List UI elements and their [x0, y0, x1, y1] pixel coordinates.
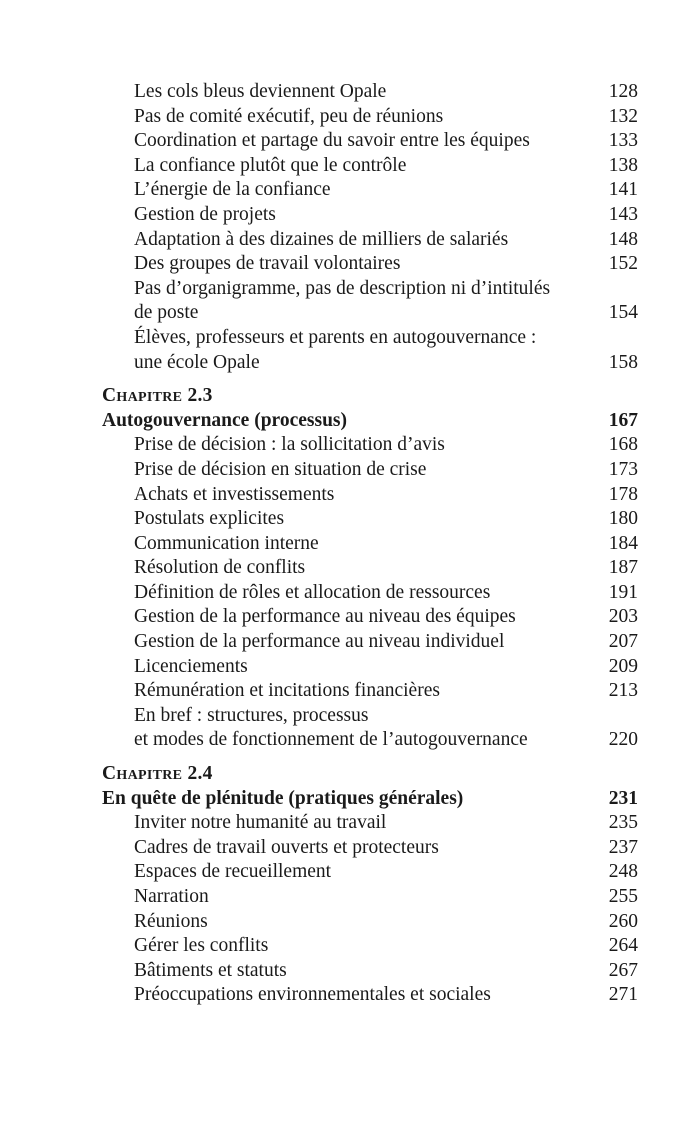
toc-entry-title: Bâtiments et statuts: [134, 959, 287, 981]
chapter-heading: [102, 787, 638, 812]
toc-entry: [102, 605, 638, 630]
toc-entry-page-number: 141: [608, 179, 638, 201]
toc-entry-title: Rémunération et incitations financières: [134, 680, 440, 702]
chapter-heading-page-number: 231: [608, 787, 638, 809]
toc-entry-page-number: 152: [608, 253, 638, 275]
toc-entry: [102, 581, 638, 606]
toc-entry: [102, 80, 638, 105]
toc-entry: [102, 178, 638, 203]
toc-entry-title: Pas de comité exécutif, peu de réunions: [134, 105, 444, 127]
toc-entry-page-number: 132: [608, 105, 638, 127]
toc-entry-title: Des groupes de travail volontaires: [134, 253, 401, 275]
toc-entry-title: Narration: [134, 886, 209, 907]
chapter-heading-page-number: 167: [608, 409, 638, 431]
toc-entry-page-number: 267: [608, 959, 638, 981]
toc-entry-title: Gestion de la performance au niveau individuel: [134, 631, 505, 653]
toc-entry-title: Prise de décision : la sollicitation d’avis: [134, 434, 445, 456]
section-spacer: [102, 375, 638, 384]
toc-entry-page-number: 264: [608, 935, 638, 957]
toc-entry-title: Gérer les conflits: [134, 935, 269, 957]
toc-entry-page-number: 158: [608, 351, 638, 373]
toc-entry: [102, 351, 638, 376]
toc-entry-title: Coordination et partage du savoir entre les équipes: [134, 130, 530, 152]
toc-entry-title: Communication interne: [134, 532, 319, 554]
toc-entry-page-number: 184: [608, 532, 638, 554]
toc-entry-page-number: 235: [608, 812, 638, 834]
toc-entry: [102, 679, 638, 704]
toc-entry: [102, 655, 638, 680]
toc-entry: [102, 203, 638, 228]
toc-entry-title: Gestion de projets: [134, 203, 276, 225]
toc-entry-title: L’énergie de la confiance: [134, 179, 331, 201]
chapter-label: [102, 384, 638, 409]
toc-entry: [102, 934, 638, 959]
toc-entry-title: Gestion de la performance au niveau des équipes: [134, 606, 516, 628]
toc-entry-title: En bref : structures, processus: [134, 704, 369, 726]
toc-entry: [102, 910, 638, 935]
toc-entry: [102, 811, 638, 836]
toc-entry-page-number: 178: [608, 483, 638, 505]
toc-entry-title: Définition de rôles et allocation de ressources: [134, 581, 491, 603]
toc-entry: [102, 301, 638, 326]
toc-entry-page-number: 168: [608, 434, 638, 456]
toc-entry: [102, 556, 638, 581]
chapter-label: [102, 762, 638, 787]
toc-entry-title: Espaces de recueillement: [134, 861, 332, 883]
toc-entry-page-number: 187: [608, 557, 638, 579]
toc-entry-title: Élèves, professeurs et parents en autogouvernance :: [134, 326, 537, 348]
toc-entry-title: une école Opale: [134, 351, 260, 373]
toc-entry: [102, 129, 638, 154]
chapter-heading-title: En quête de plénitude (pratiques générales): [102, 787, 464, 809]
toc-entry: [102, 704, 638, 729]
toc-entry-title: Postulats explicites: [134, 508, 285, 530]
toc-entry: [102, 458, 638, 483]
toc-entry-page-number: 237: [608, 836, 638, 858]
toc-entry: [102, 885, 638, 910]
toc-entry: [102, 860, 638, 885]
toc-entry-title: Adaptation à des dizaines de milliers de salariés: [134, 228, 509, 250]
toc-entry: [102, 433, 638, 458]
chapter-heading: [102, 409, 638, 434]
toc-entry: [102, 154, 638, 179]
toc-entry-page-number: 203: [608, 606, 638, 628]
toc-entry-title: Préoccupations environnementales et sociales: [134, 984, 491, 1006]
toc-entry-title: Les cols bleus deviennent Opale: [134, 81, 387, 102]
toc-entry-page-number: 173: [608, 458, 638, 480]
toc-entry-page-number: 128: [608, 81, 638, 102]
toc-entry: [102, 959, 638, 984]
toc-entry: [102, 630, 638, 655]
toc-entry-title: Licenciements: [134, 655, 248, 677]
toc-entry: [102, 326, 638, 351]
toc-entry-page-number: 255: [608, 886, 638, 907]
toc-entry-title: La confiance plutôt que le contrôle: [134, 154, 407, 176]
toc-entry: [102, 983, 638, 1008]
toc-entry-title: Achats et investissements: [134, 483, 335, 505]
toc-entry: [102, 728, 638, 753]
toc-entry-page-number: 154: [608, 302, 638, 324]
toc-entry-title: Réunions: [134, 910, 208, 932]
toc-entry: [102, 532, 638, 557]
toc-entry-page-number: 133: [608, 130, 638, 152]
toc-entry-page-number: 180: [608, 508, 638, 530]
toc-entry-title: de poste: [134, 302, 199, 324]
toc-entry-page-number: 138: [608, 154, 638, 176]
toc-entry-title: et modes de fonctionnement de l’autogouvernance: [134, 729, 528, 751]
toc-entry: [102, 277, 638, 302]
toc-entry: [102, 228, 638, 253]
toc-entry-page-number: 207: [608, 631, 638, 653]
toc-entry-title: Prise de décision en situation de crise: [134, 458, 427, 480]
toc-entry-page-number: 209: [608, 655, 638, 677]
toc-entry: [102, 105, 638, 130]
toc-entry-page-number: 213: [608, 680, 638, 702]
toc-entry-page-number: 248: [608, 861, 638, 883]
toc-entry-page-number: 148: [608, 228, 638, 250]
toc-entry-title: Pas d’organigramme, pas de description ni d’intitulés: [134, 277, 551, 299]
chapter-label-title: Chapitre 2.3: [102, 385, 213, 407]
toc-entry-title: Cadres de travail ouverts et protecteurs: [134, 836, 439, 858]
chapter-heading-title: Autogouvernance (processus): [102, 409, 348, 431]
toc-entry: [102, 507, 638, 532]
toc-entry-page-number: 220: [608, 729, 638, 751]
toc-entry-page-number: 271: [608, 984, 638, 1006]
toc-entry-page-number: 143: [608, 203, 638, 225]
toc-entry: [102, 836, 638, 861]
chapter-label-title: Chapitre 2.4: [102, 763, 213, 785]
toc-entry-title: Résolution de conflits: [134, 557, 306, 579]
toc-entry-page-number: 191: [608, 581, 638, 603]
toc-entry: [102, 252, 638, 277]
toc-entry: [102, 483, 638, 508]
toc-entry-page-number: 260: [608, 910, 638, 932]
toc-entry-title: Inviter notre humanité au travail: [134, 812, 387, 834]
table-of-contents: [102, 80, 638, 1008]
section-spacer: [102, 753, 638, 762]
